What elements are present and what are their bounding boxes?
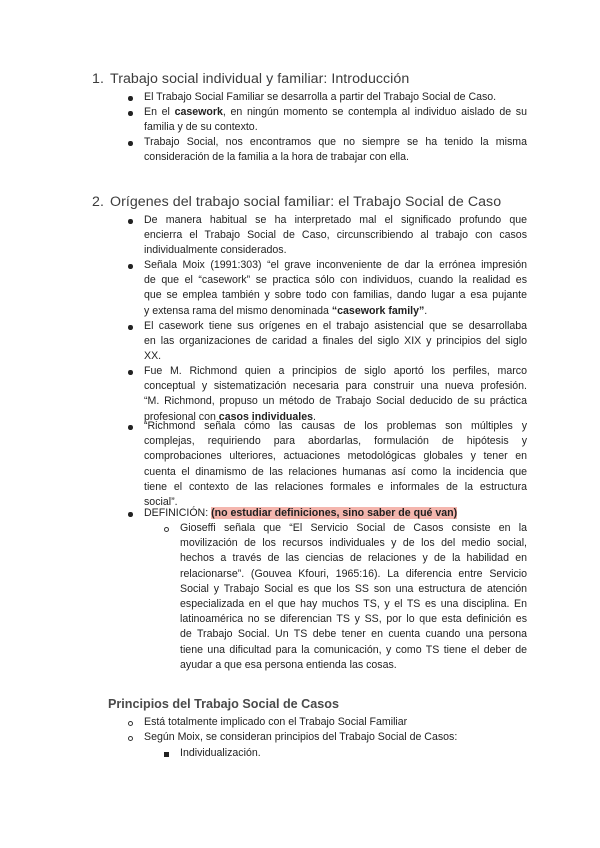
bullet-dot (128, 141, 133, 146)
list-item: De manera habitual se ha interpretado mal el significado profundo que encierra el Trabajo Social de Caso, circunscribiendo al trabajo con casos individualmente considerados. (144, 214, 527, 257)
section-2-heading (92, 194, 501, 210)
highlighted-note: (no estudiar definiciones, sino saber de qué van) (211, 507, 458, 519)
bullet-dot (128, 96, 133, 101)
bullet-circle (128, 736, 133, 741)
bullet-dot (128, 219, 133, 224)
list-item: Fue M. Richmond quien a principios de siglo aportó los perfiles, marco conceptual y sistematización necesaria para construir una nueva profesión. “M. Richmond, propuso un método de Trabajo Social deducido de su práctica profesional con casos individuales. (144, 365, 527, 423)
bullet-square (164, 752, 169, 757)
section-2-title: Orígenes del trabajo social familiar: el Trabajo Social de Caso (110, 194, 502, 210)
bullet-dot (128, 370, 133, 375)
section-2-number: 2. (92, 194, 104, 210)
bullet-circle (128, 721, 133, 726)
bullet-dot (128, 325, 133, 330)
list-item: Señala Moix (1991:303) “el grave inconveniente de dar la errónea impresión de que el “casework” se practica sólo con individuos, cuando la realidad es que se emplea también y sobre todo con familias, dando lugar a esa pujante y extensa rama del mismo denominada “casework family”. (144, 259, 527, 317)
sub-list-item: Individualización. (180, 747, 261, 759)
bullet-dot (128, 512, 133, 517)
list-item: “Richmond señala cómo las causas de los problemas son múltiples y complejas, requiriendo para abordarlas, formulación de hipótesis y comprobaciones ulteriores, actuaciones metodológicas globales y tener en cuenta el dinamismo de las relaciones humanas así como la incidencia que tiene el contexto de las relaciones formales e informales de la estructura social”. (144, 420, 527, 509)
section-1-number: 1. (92, 71, 104, 87)
bullet-dot (128, 111, 133, 116)
list-item (144, 506, 527, 521)
list-item: Está totalmente implicado con el Trabajo Social Familiar (144, 716, 408, 728)
list-item: Según Moix, se consideran principios del Trabajo Social de Casos: (144, 731, 458, 743)
definition-label: DEFINICIÓN: (144, 507, 212, 519)
bullet-circle (164, 527, 169, 532)
sub-list-item: Gioseffi señala que “El Servicio Social de Casos consiste en la movilización de los recursos individuales y de los del medio social, hechos a través de las ciencias de relaciones y de la habilidad en relacionarse”. (Gouvea Kfouri, 1965:16). La diferencia entre Servicio Social y Trabajo Social es que los SS son una estructura de atención especializada en el que hay muchos TS, y el TS es una disciplina. En latinoamérica no se diferencian TS y SS, por lo que esta definición es de Trabajo Social. Un TS debe tener en cuenta cuando una persona tiene una dificultad para la comunicación, y como TS tiene el deber de ayudar a que esa persona entienda las cosas. (180, 522, 527, 671)
bullet-dot (128, 425, 133, 430)
section-1-heading (92, 71, 409, 87)
list-item: El casework tiene sus orígenes en el trabajo asistencial que se desarrollaba en las organizaciones de caridad a finales del siglo XIX y principios del siglo XX. (144, 320, 527, 363)
section-3-heading: Principios del Trabajo Social de Casos (108, 697, 339, 711)
bullet-dot (128, 264, 133, 269)
list-item: El Trabajo Social Familiar se desarrolla a partir del Trabajo Social de Caso. (144, 91, 497, 103)
list-item: Trabajo Social, nos encontramos que no siempre se ha tenido la misma consideración de la familia a la hora de trabajar con ella. (144, 136, 527, 164)
section-1-title: Trabajo social individual y familiar: Introducción (110, 71, 410, 87)
list-item: En el casework, en ningún momento se contempla al individuo aislado de su familia y de su contexto. (144, 106, 527, 134)
